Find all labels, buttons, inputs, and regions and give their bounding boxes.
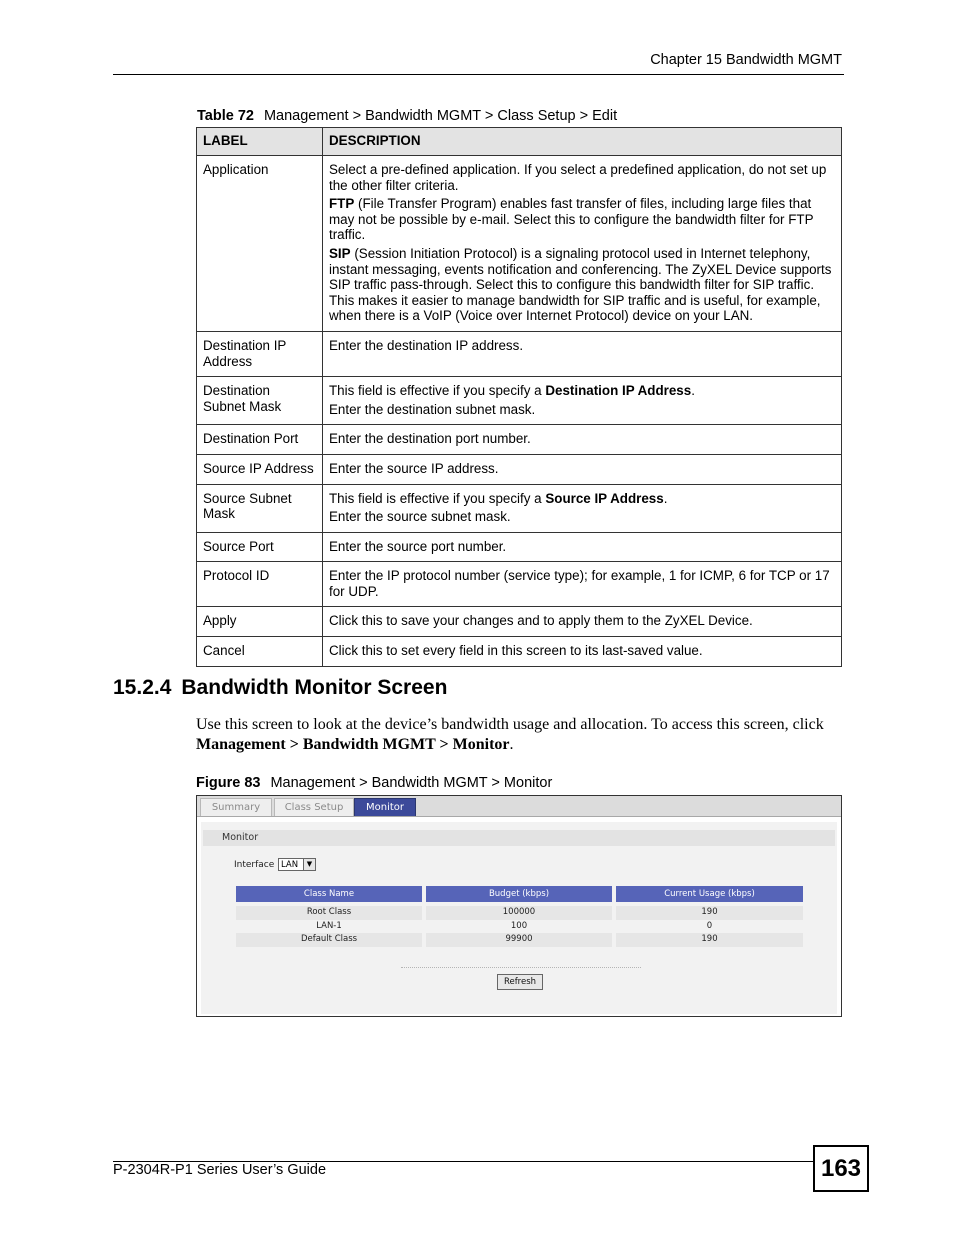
row-label: Destination IP Address — [197, 331, 323, 376]
table-row — [197, 607, 842, 637]
table-row — [197, 562, 842, 607]
chapter-header: Chapter 15 Bandwidth MGMT — [650, 52, 842, 68]
row-description: Enter the IP protocol number (service type); for example, 1 for ICMP, 6 for TCP or 17 for UDP. — [323, 562, 842, 607]
divider — [401, 967, 641, 968]
table-row — [197, 156, 842, 332]
table-row — [197, 331, 842, 376]
column-header-class-name: Class Name — [236, 886, 422, 902]
figure-caption-number: Figure 83 — [196, 775, 261, 791]
description-paragraph — [329, 383, 835, 399]
row-label: Source Port — [197, 532, 323, 562]
row-description: Click this to set every field in this screen to its last-saved value. — [323, 637, 842, 667]
class-name-cell: LAN-1 — [316, 920, 342, 931]
row-label: Application — [197, 156, 323, 332]
row-description: Enter the source port number. — [323, 532, 842, 562]
row-label: Cancel — [197, 637, 323, 667]
monitor-panel — [201, 822, 837, 1014]
table-caption — [197, 108, 617, 124]
row-description: Enter the destination IP address. — [323, 331, 842, 376]
table-row — [197, 454, 842, 484]
budget-cell: 100 — [510, 920, 528, 931]
table-row — [236, 920, 803, 934]
tab-monitor[interactable]: Monitor — [354, 798, 416, 816]
tab-summary[interactable]: Summary — [200, 798, 272, 816]
term-sip: SIP — [329, 245, 351, 261]
row-label: Destination Port — [197, 425, 323, 455]
figure-caption-text: Management > Bandwidth MGMT > Monitor — [270, 775, 553, 791]
description-paragraph: Select a pre-defined application. If you select a predefined application, do not set up the other filter criteria. — [329, 162, 827, 193]
tab-bar — [197, 796, 841, 817]
interface-select[interactable] — [278, 858, 316, 871]
row-label: Apply — [197, 607, 323, 637]
paragraph-text: Use this screen to look at the device’s bandwidth usage and allocation. To access this screen, click — [196, 716, 824, 733]
budget-cell: 100000 — [426, 906, 612, 920]
row-description — [323, 484, 842, 532]
figure-caption — [196, 775, 552, 791]
description-paragraph — [329, 491, 835, 507]
table-row — [197, 425, 842, 455]
chevron-down-icon[interactable]: ▼ — [303, 859, 315, 870]
interface-value: LAN — [281, 860, 299, 870]
description-paragraph — [329, 196, 835, 243]
table-header-row — [197, 128, 842, 156]
section-heading — [113, 676, 447, 700]
column-header-label: LABEL — [197, 128, 323, 156]
row-label: Source IP Address — [197, 454, 323, 484]
monitor-table — [236, 886, 803, 947]
class-name-cell: Root Class — [236, 906, 422, 920]
description-text: This field is effective if you specify a — [329, 490, 546, 506]
row-description: Click this to save your changes and to apply them to the ZyXEL Device. — [323, 607, 842, 637]
row-description: Enter the source IP address. — [323, 454, 842, 484]
column-header-description: DESCRIPTION — [323, 128, 842, 156]
row-description: Enter the destination port number. — [323, 425, 842, 455]
table-row — [197, 637, 842, 667]
usage-cell: 190 — [616, 906, 803, 920]
description-table — [196, 127, 842, 667]
section-title-text: Bandwidth Monitor Screen — [181, 676, 448, 699]
table-caption-text: Management > Bandwidth MGMT > Class Setup > Edit — [263, 108, 618, 124]
row-label: Destination Subnet Mask — [197, 377, 323, 425]
row-description — [323, 156, 842, 332]
row-label: Protocol ID — [197, 562, 323, 607]
table-row — [236, 906, 803, 920]
guide-title: P-2304R-P1 Series User’s Guide — [113, 1162, 327, 1178]
description-text: (File Transfer Program) enables fast transfer of files, including large files that may not be possible by e-mail. Select this to configure the bandwidth filter for FTP traffic. — [329, 196, 814, 243]
table-row — [197, 484, 842, 532]
description-text: This field is effective if you specify a — [329, 383, 546, 399]
budget-cell: 99900 — [426, 933, 612, 947]
section-number: 15.2.4 — [113, 676, 172, 699]
table-row — [197, 377, 842, 425]
monitor-table-header — [236, 886, 803, 906]
section-paragraph — [196, 715, 846, 755]
field-reference: Destination IP Address — [545, 383, 692, 399]
description-paragraph: Enter the source subnet mask. — [329, 509, 511, 525]
row-description — [323, 377, 842, 425]
tab-class-setup[interactable]: Class Setup — [274, 798, 354, 816]
usage-cell: 190 — [616, 933, 803, 947]
interface-label: Interface — [234, 860, 275, 870]
refresh-button[interactable]: Refresh — [497, 974, 543, 990]
description-text: (Session Initiation Protocol) is a signaling protocol used in Internet telephony, instant messaging, events notification and conferencing. The ZyXEL Device supports SIP traffic pass-through. Select this to configure this bandwidth filter for SIP traffic. This makes it easier to manage bandwidth for SIP traffic and is useful, for example, when there is a VoIP (Voice over Internet Protocol) device on your LAN. — [329, 245, 832, 324]
description-text: . — [663, 490, 668, 506]
table-row — [236, 933, 803, 947]
description-text: . — [691, 383, 695, 399]
panel-title: Monitor — [203, 830, 835, 846]
row-label: Source Subnet Mask — [197, 484, 323, 532]
page-number: 163 — [813, 1145, 869, 1192]
menu-path: Management > Bandwidth MGMT > Monitor — [196, 736, 510, 753]
description-paragraph: Enter the destination subnet mask. — [329, 401, 536, 417]
table-row — [197, 532, 842, 562]
column-header-budget: Budget (kbps) — [426, 886, 612, 902]
field-reference: Source IP Address — [545, 490, 664, 506]
header-rule — [113, 74, 844, 75]
paragraph-text: . — [509, 736, 514, 753]
monitor-screenshot — [196, 795, 842, 1017]
usage-cell: 0 — [706, 920, 713, 931]
class-name-cell: Default Class — [236, 933, 422, 947]
column-header-current-usage: Current Usage (kbps) — [616, 886, 803, 902]
term-ftp: FTP — [329, 196, 355, 212]
description-paragraph — [329, 246, 835, 324]
table-caption-number: Table 72 — [197, 108, 254, 124]
